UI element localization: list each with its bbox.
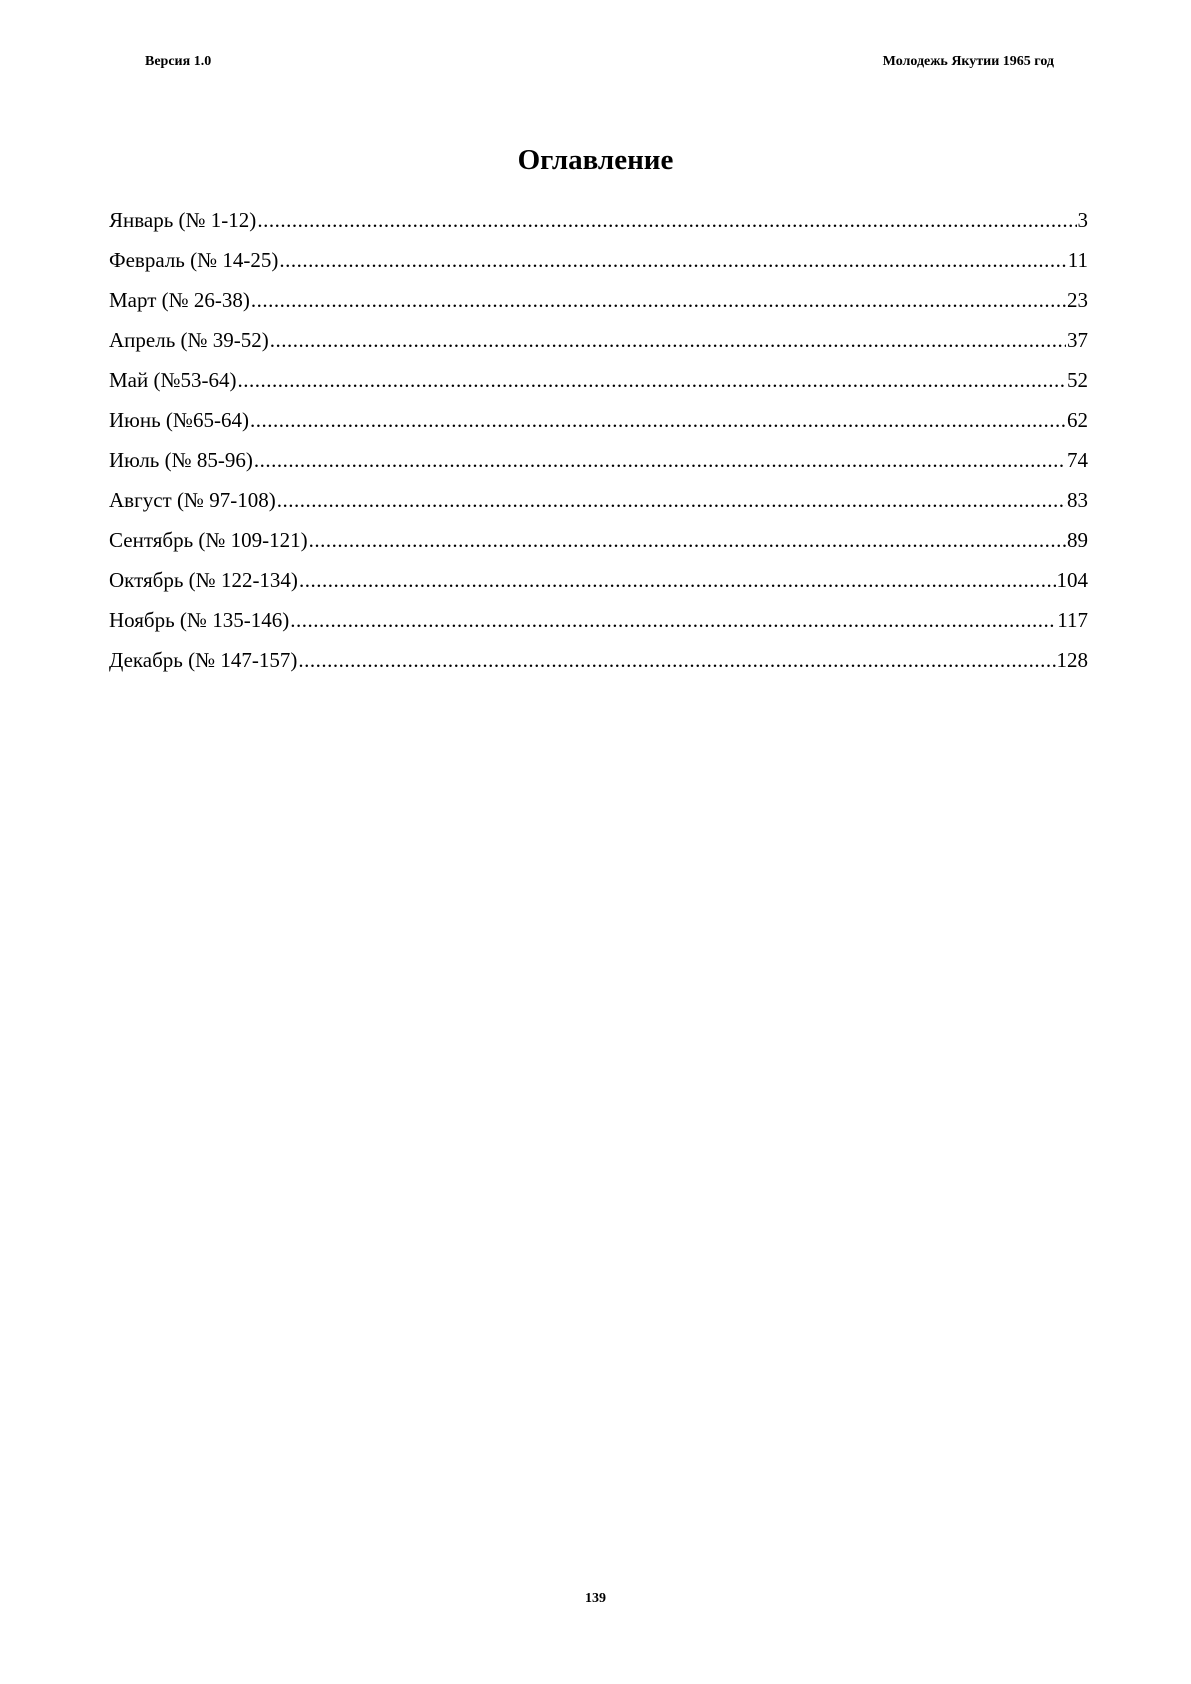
toc-dot-leader [270,328,1066,352]
toc-entry-label: Октябрь (№ 122-134) [109,568,298,592]
toc-entry-may[interactable] [109,368,1088,408]
toc-entry-october[interactable] [109,568,1088,608]
toc-entry-august[interactable] [109,488,1088,528]
toc-dot-leader [254,448,1066,472]
toc-entry-page: 37 [1067,328,1088,352]
toc-entry-label: Январь (№ 1-12) [109,208,257,232]
toc-entry-page: 83 [1067,488,1088,512]
toc-entry-label: Февраль (№ 14-25) [109,248,279,272]
toc-entry-september[interactable] [109,528,1088,568]
toc-dot-leader [238,368,1067,392]
toc-entry-page: 104 [1056,568,1088,592]
toc-entry-label: Июнь (№65-64) [109,408,249,432]
toc-entry-label: Март (№ 26-38) [109,288,250,312]
header-title: Молодежь Якутии 1965 год [882,54,1054,69]
toc-entry-label: Сентябрь (№ 109-121) [109,528,308,552]
toc-dot-leader [279,248,1066,272]
toc-entry-march[interactable] [109,288,1088,328]
toc-dot-leader [250,408,1066,432]
toc-list [109,208,1088,688]
header-version: Версия 1.0 [145,54,212,69]
toc-entry-june[interactable] [109,408,1088,448]
toc-entry-label: Август (№ 97-108) [109,488,276,512]
toc-entry-page: 23 [1067,288,1088,312]
toc-entry-page: 117 [1057,608,1088,632]
toc-entry-label: Май (№53-64) [109,368,237,392]
toc-entry-page: 89 [1067,528,1088,552]
toc-dot-leader [257,208,1076,232]
toc-entry-page: 11 [1067,248,1088,272]
toc-entry-april[interactable] [109,328,1088,368]
toc-entry-page: 128 [1056,648,1088,672]
toc-entry-july[interactable] [109,448,1088,488]
toc-entry-page: 62 [1067,408,1088,432]
toc-dot-leader [290,608,1056,632]
toc-entry-february[interactable] [109,248,1088,288]
toc-entry-label: Ноябрь (№ 135-146) [109,608,290,632]
toc-entry-december[interactable] [109,648,1088,688]
toc-dot-leader [251,288,1066,312]
toc-entry-page: 3 [1077,208,1088,232]
toc-entry-page: 52 [1067,368,1088,392]
toc-entry-label: Июль (№ 85-96) [109,448,253,472]
toc-entry-november[interactable] [109,608,1088,648]
page-number: 139 [585,1591,606,1606]
toc-entry-label: Апрель (№ 39-52) [109,328,269,352]
toc-entry-january[interactable] [109,208,1088,248]
toc-entry-label: Декабрь (№ 147-157) [109,648,298,672]
toc-dot-leader [299,568,1056,592]
toc-entry-page: 74 [1067,448,1088,472]
toc-heading: Оглавление [517,144,674,176]
toc-dot-leader [298,648,1055,672]
toc-dot-leader [277,488,1066,512]
toc-dot-leader [309,528,1066,552]
